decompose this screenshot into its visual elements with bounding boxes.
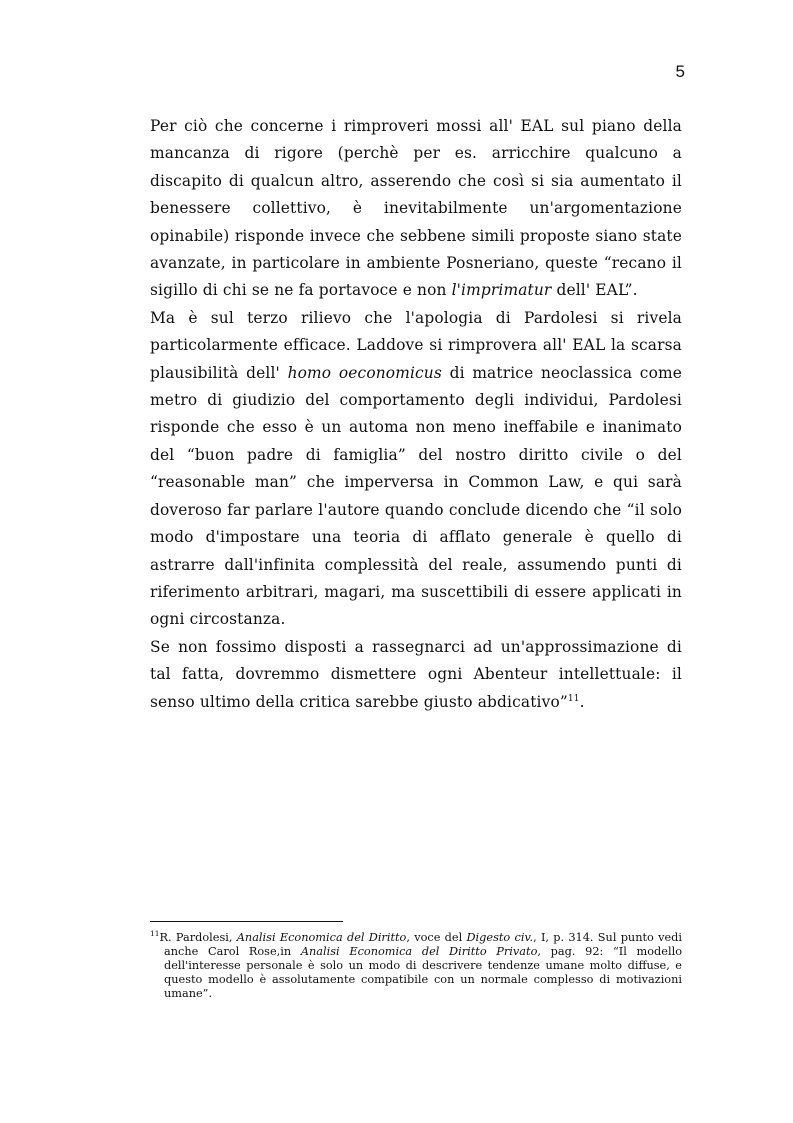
footnote-text-a: R. Pardolesi, [159,931,237,944]
footnote-divider [150,921,343,922]
paragraph-homo-oeconomicus [150,305,682,634]
paragraph-conclusion-text: Se non fossimo disposti a rassegnarci ad un'approssimazione di tal fatta, dovremmo dismettere ogni Abenteur intellettuale: il senso ultimo della critica sarebbe giusto abdicativo” [150,637,682,711]
page-number: 5 [675,62,685,81]
paragraph-conclusion [150,634,682,716]
paragraph-homo-text-b: di matrice neoclassica come metro di giudizio del comportamento degli individui, Pardolesi risponde che esso è un automa non meno ineffabile e inanimato del “buon padre di famiglia” del nostro diritto civile o del “reasonable man” che imperversa in Common Law, e qui sarà doveroso far parlare l'autore quando conclude dicendo che “il solo modo d'impostare una teoria di afflato generale è quello di astrarre dall'infinita complessità del reale, assumendo punti di riferimento arbitrari, magari, ma suscettibili di essere applicati in ogni circostanza. [150,363,682,629]
footnote-rose-title-italic: Analisi Economica del Diritto Privato [300,945,538,958]
paragraph-rigore [150,113,682,305]
paragraph-rigore-text-b: dell' EAL”. [551,281,638,300]
main-text [150,113,682,716]
footnote-text-b: , voce del [406,931,467,944]
footnote-text-d: , pag. 92: “Il modello dell'interesse personale è solo un modo di descrivere tendenze umane molto diffuse, e questo modello è assolutamente compatibile con un normale complesso di motivazioni umane”. [164,945,682,1000]
footnote-text-c: , I, p. 314. Sul punto vedi anche Carol Rose,in [164,931,683,958]
footnote-digesto-italic: Digesto civ. [466,931,534,944]
paragraph-conclusion-end: . [579,692,585,711]
homo-oeconomicus-italic: homo oeconomicus [287,363,442,382]
footnote-number: 11 [150,929,160,939]
paragraph-rigore-text-a: Per ciò che concerne i rimproveri mossi all' EAL sul piano della mancanza di rigore (perchè per es. arricchire qualcuno a discapito di qualcun altro, asserendo che così si sia aumentato il benessere collettivo, è inevitabilmente un'argomentazione opinabile) risponde invece che sebbene simili proposte siano state avanzate, in particolare in ambiente Posneriano, queste “recano il sigillo di chi se ne fa portavoce e non [150,117,682,300]
paragraph-homo-text-a: Ma è sul terzo rilievo che l'apologia di Pardolesi si rivela particolarmente efficace. Laddove si rimprovera all' EAL la scarsa plausibilità dell' [150,308,682,382]
imprimatur-italic: l'imprimatur [451,281,552,300]
footnote-reference[interactable]: 11 [567,693,580,704]
footnote-11 [150,931,682,1001]
footnote-title-italic: Analisi Economica del Diritto [236,931,407,944]
